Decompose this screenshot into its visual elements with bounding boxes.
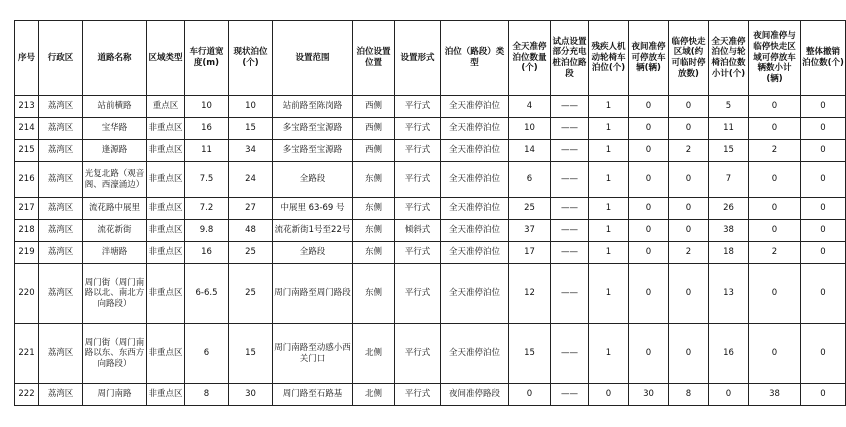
column-header: 夜间准停与临停快走区域可停放车辆数小计(辆): [749, 21, 801, 96]
table-cell: 荔湾区: [39, 118, 83, 140]
column-header: 设置形式: [395, 21, 441, 96]
table-cell: 逢源路: [83, 140, 147, 162]
table-cell: 倾斜式: [395, 220, 441, 242]
table-row: [15, 198, 846, 220]
table-cell: 周门路至石路基: [273, 384, 353, 406]
header-row: [15, 21, 846, 96]
table-cell: 16: [185, 242, 229, 264]
table-cell: ——: [551, 118, 589, 140]
table-cell: 0: [801, 264, 846, 324]
table-cell: 0: [749, 118, 801, 140]
table-cell: 1: [589, 162, 629, 198]
table-cell: 西侧: [353, 140, 395, 162]
table-cell: 0: [801, 140, 846, 162]
table-cell: 216: [15, 162, 39, 198]
table-cell: 0: [509, 384, 551, 406]
table-cell: 西侧: [353, 96, 395, 118]
table-cell: 多宝路至宝源路: [273, 118, 353, 140]
table-row: [15, 242, 846, 264]
table-cell: 1: [589, 140, 629, 162]
column-header: 车行道宽度(m): [185, 21, 229, 96]
table-cell: 全天准停泊位: [441, 140, 509, 162]
table-row: [15, 118, 846, 140]
table-cell: ——: [551, 96, 589, 118]
table-cell: 1: [589, 324, 629, 384]
table-cell: 0: [589, 384, 629, 406]
table-cell: 全路段: [273, 242, 353, 264]
table-cell: 215: [15, 140, 39, 162]
table-cell: ——: [551, 242, 589, 264]
table-cell: 全天准停泊位: [441, 162, 509, 198]
table-cell: 平行式: [395, 96, 441, 118]
table-cell: 0: [801, 198, 846, 220]
table-cell: 34: [229, 140, 273, 162]
table-cell: ——: [551, 264, 589, 324]
table-cell: 平行式: [395, 162, 441, 198]
table-cell: 非重点区: [147, 198, 185, 220]
table-cell: 25: [509, 198, 551, 220]
table-cell: 25: [229, 242, 273, 264]
table-cell: 27: [229, 198, 273, 220]
table-cell: 6: [509, 162, 551, 198]
table-cell: 1: [589, 118, 629, 140]
table-cell: 16: [709, 324, 749, 384]
table-cell: 219: [15, 242, 39, 264]
table-cell: ——: [551, 162, 589, 198]
table-cell: 9.8: [185, 220, 229, 242]
table-cell: 平行式: [395, 324, 441, 384]
column-header: 试点设置部分充电桩泊位路段: [551, 21, 589, 96]
table-cell: 214: [15, 118, 39, 140]
table-cell: 非重点区: [147, 264, 185, 324]
table-cell: 18: [709, 242, 749, 264]
table-cell: 全天准停泊位: [441, 96, 509, 118]
table-cell: 泮塘路: [83, 242, 147, 264]
column-header: 夜间准停可停放车辆(辆): [629, 21, 669, 96]
table-cell: 北侧: [353, 324, 395, 384]
column-header: 行政区: [39, 21, 83, 96]
table-row: [15, 264, 846, 324]
table-cell: 全天准停泊位: [441, 220, 509, 242]
table-cell: 夜间准停路段: [441, 384, 509, 406]
table-cell: 1: [589, 198, 629, 220]
table-cell: 平行式: [395, 264, 441, 324]
table-cell: 北侧: [353, 384, 395, 406]
table-cell: 0: [629, 96, 669, 118]
table-cell: ——: [551, 324, 589, 384]
table-cell: 全天准停泊位: [441, 264, 509, 324]
table-cell: 荔湾区: [39, 198, 83, 220]
table-cell: 17: [509, 242, 551, 264]
table-cell: 10: [185, 96, 229, 118]
table-cell: 1: [589, 96, 629, 118]
table-cell: 2: [669, 242, 709, 264]
table-cell: 平行式: [395, 198, 441, 220]
table-cell: 2: [749, 242, 801, 264]
table-cell: 48: [229, 220, 273, 242]
table-cell: 东侧: [353, 264, 395, 324]
table-cell: 流花路中展里: [83, 198, 147, 220]
table-cell: 0: [629, 264, 669, 324]
table-cell: 荔湾区: [39, 384, 83, 406]
table-cell: 非重点区: [147, 384, 185, 406]
table-cell: 213: [15, 96, 39, 118]
table-cell: 7: [709, 162, 749, 198]
table-cell: 0: [801, 220, 846, 242]
table-cell: 东侧: [353, 220, 395, 242]
table-cell: 221: [15, 324, 39, 384]
table-cell: 8: [185, 384, 229, 406]
table-cell: 0: [629, 118, 669, 140]
table-cell: 荔湾区: [39, 324, 83, 384]
table-cell: 0: [669, 198, 709, 220]
table-cell: ——: [551, 198, 589, 220]
table-cell: 平行式: [395, 242, 441, 264]
table-cell: 平行式: [395, 118, 441, 140]
table-header: [15, 21, 846, 96]
table-cell: 非重点区: [147, 162, 185, 198]
table-cell: 15: [229, 324, 273, 384]
table-cell: 25: [229, 264, 273, 324]
table-row: [15, 324, 846, 384]
table-cell: 2: [749, 140, 801, 162]
table-row: [15, 96, 846, 118]
table-cell: 0: [749, 96, 801, 118]
parking-table: [14, 20, 846, 406]
column-header: 泊位（路段）类型: [441, 21, 509, 96]
table-cell: 14: [509, 140, 551, 162]
table-cell: 0: [801, 242, 846, 264]
table-cell: 0: [669, 162, 709, 198]
table-cell: 11: [709, 118, 749, 140]
table-cell: 荔湾区: [39, 140, 83, 162]
table-cell: 218: [15, 220, 39, 242]
table-cell: 东侧: [353, 198, 395, 220]
table-cell: 37: [509, 220, 551, 242]
table-cell: 非重点区: [147, 140, 185, 162]
table-cell: 24: [229, 162, 273, 198]
table-cell: 0: [709, 384, 749, 406]
table-cell: 中展里 63-69 号: [273, 198, 353, 220]
table-cell: 0: [749, 264, 801, 324]
table-cell: 周门街（周门南路以北、南北方向路段）: [83, 264, 147, 324]
table-cell: 1: [589, 242, 629, 264]
table-row: [15, 220, 846, 242]
table-cell: 全路段: [273, 162, 353, 198]
table-cell: 荔湾区: [39, 96, 83, 118]
table-cell: 全天准停泊位: [441, 198, 509, 220]
table-cell: 平行式: [395, 140, 441, 162]
table-cell: 周门南路至动感小西关门口: [273, 324, 353, 384]
table-cell: 0: [801, 162, 846, 198]
table-cell: 10: [509, 118, 551, 140]
table-cell: 0: [801, 118, 846, 140]
table-cell: 0: [629, 162, 669, 198]
table-cell: ——: [551, 140, 589, 162]
table-cell: 5: [709, 96, 749, 118]
table-cell: 荔湾区: [39, 162, 83, 198]
column-header: 区域类型: [147, 21, 185, 96]
table-cell: 30: [629, 384, 669, 406]
table-cell: 非重点区: [147, 324, 185, 384]
table-cell: 0: [669, 220, 709, 242]
table-cell: 16: [185, 118, 229, 140]
table-cell: 0: [629, 140, 669, 162]
column-header: 现状泊位(个): [229, 21, 273, 96]
table-cell: 0: [629, 324, 669, 384]
table-cell: 1: [589, 220, 629, 242]
table-cell: 0: [629, 242, 669, 264]
table-cell: 0: [749, 220, 801, 242]
table-cell: 10: [229, 96, 273, 118]
column-header: 残疾人机动轮椅车泊位(个): [589, 21, 629, 96]
table-cell: 全天准停泊位: [441, 324, 509, 384]
table-cell: 220: [15, 264, 39, 324]
table-cell: 0: [629, 220, 669, 242]
table-cell: 6-6.5: [185, 264, 229, 324]
table-cell: 0: [669, 96, 709, 118]
table-cell: 全天准停泊位: [441, 242, 509, 264]
table-cell: 流花新街1号至22号: [273, 220, 353, 242]
table-cell: 西侧: [353, 118, 395, 140]
table-cell: ——: [551, 220, 589, 242]
table-cell: 6: [185, 324, 229, 384]
table-cell: 平行式: [395, 384, 441, 406]
table-cell: 1: [589, 264, 629, 324]
table-cell: 流花新街: [83, 220, 147, 242]
table-cell: 站前路至陈岗路: [273, 96, 353, 118]
table-row: [15, 140, 846, 162]
table-cell: 15: [229, 118, 273, 140]
table-cell: 重点区: [147, 96, 185, 118]
column-header: 道路名称: [83, 21, 147, 96]
table-cell: 0: [801, 96, 846, 118]
table-cell: 宝华路: [83, 118, 147, 140]
table-cell: 光复北路（观音阁、西濠涌边）: [83, 162, 147, 198]
table-row: [15, 384, 846, 406]
table-cell: 38: [749, 384, 801, 406]
table-cell: 非重点区: [147, 220, 185, 242]
table-cell: 15: [709, 140, 749, 162]
table-cell: 非重点区: [147, 118, 185, 140]
table-cell: 222: [15, 384, 39, 406]
column-header: 设置范围: [273, 21, 353, 96]
table-cell: 荔湾区: [39, 264, 83, 324]
table-cell: 30: [229, 384, 273, 406]
table-cell: 荔湾区: [39, 242, 83, 264]
table-cell: 0: [749, 162, 801, 198]
table-cell: 11: [185, 140, 229, 162]
table-cell: 26: [709, 198, 749, 220]
table-cell: 多宝路至宝源路: [273, 140, 353, 162]
table-cell: 7.5: [185, 162, 229, 198]
table-cell: 0: [629, 198, 669, 220]
table-cell: 0: [801, 324, 846, 384]
table-cell: 周门南路: [83, 384, 147, 406]
table-cell: 0: [749, 198, 801, 220]
table-cell: 站前横路: [83, 96, 147, 118]
table-cell: 东侧: [353, 242, 395, 264]
table-cell: 0: [669, 118, 709, 140]
table-cell: 217: [15, 198, 39, 220]
column-header: 序号: [15, 21, 39, 96]
table-cell: 非重点区: [147, 242, 185, 264]
table-cell: 8: [669, 384, 709, 406]
table-cell: 38: [709, 220, 749, 242]
table-row: [15, 162, 846, 198]
table-cell: ——: [551, 384, 589, 406]
table-cell: 0: [749, 324, 801, 384]
table-cell: 7.2: [185, 198, 229, 220]
table-cell: 东侧: [353, 162, 395, 198]
table-body: [15, 96, 846, 406]
table-cell: 12: [509, 264, 551, 324]
table-cell: 0: [669, 264, 709, 324]
column-header: 泊位设置位置: [353, 21, 395, 96]
table-cell: 0: [801, 384, 846, 406]
column-header: 整体撤销泊位数(个): [801, 21, 846, 96]
table-cell: 2: [669, 140, 709, 162]
column-header: 全天准停泊位数量(个): [509, 21, 551, 96]
table-cell: 15: [509, 324, 551, 384]
table-cell: 周门南路至周门路段: [273, 264, 353, 324]
column-header: 全天准停泊位与轮椅泊位数小计(个): [709, 21, 749, 96]
table-cell: 周门街（周门南路以东、东西方向路段）: [83, 324, 147, 384]
table-cell: 0: [669, 324, 709, 384]
table-cell: 荔湾区: [39, 220, 83, 242]
table-cell: 全天准停泊位: [441, 118, 509, 140]
table-cell: 4: [509, 96, 551, 118]
table-cell: 13: [709, 264, 749, 324]
column-header: 临停快走区域(约可临时停放数): [669, 21, 709, 96]
